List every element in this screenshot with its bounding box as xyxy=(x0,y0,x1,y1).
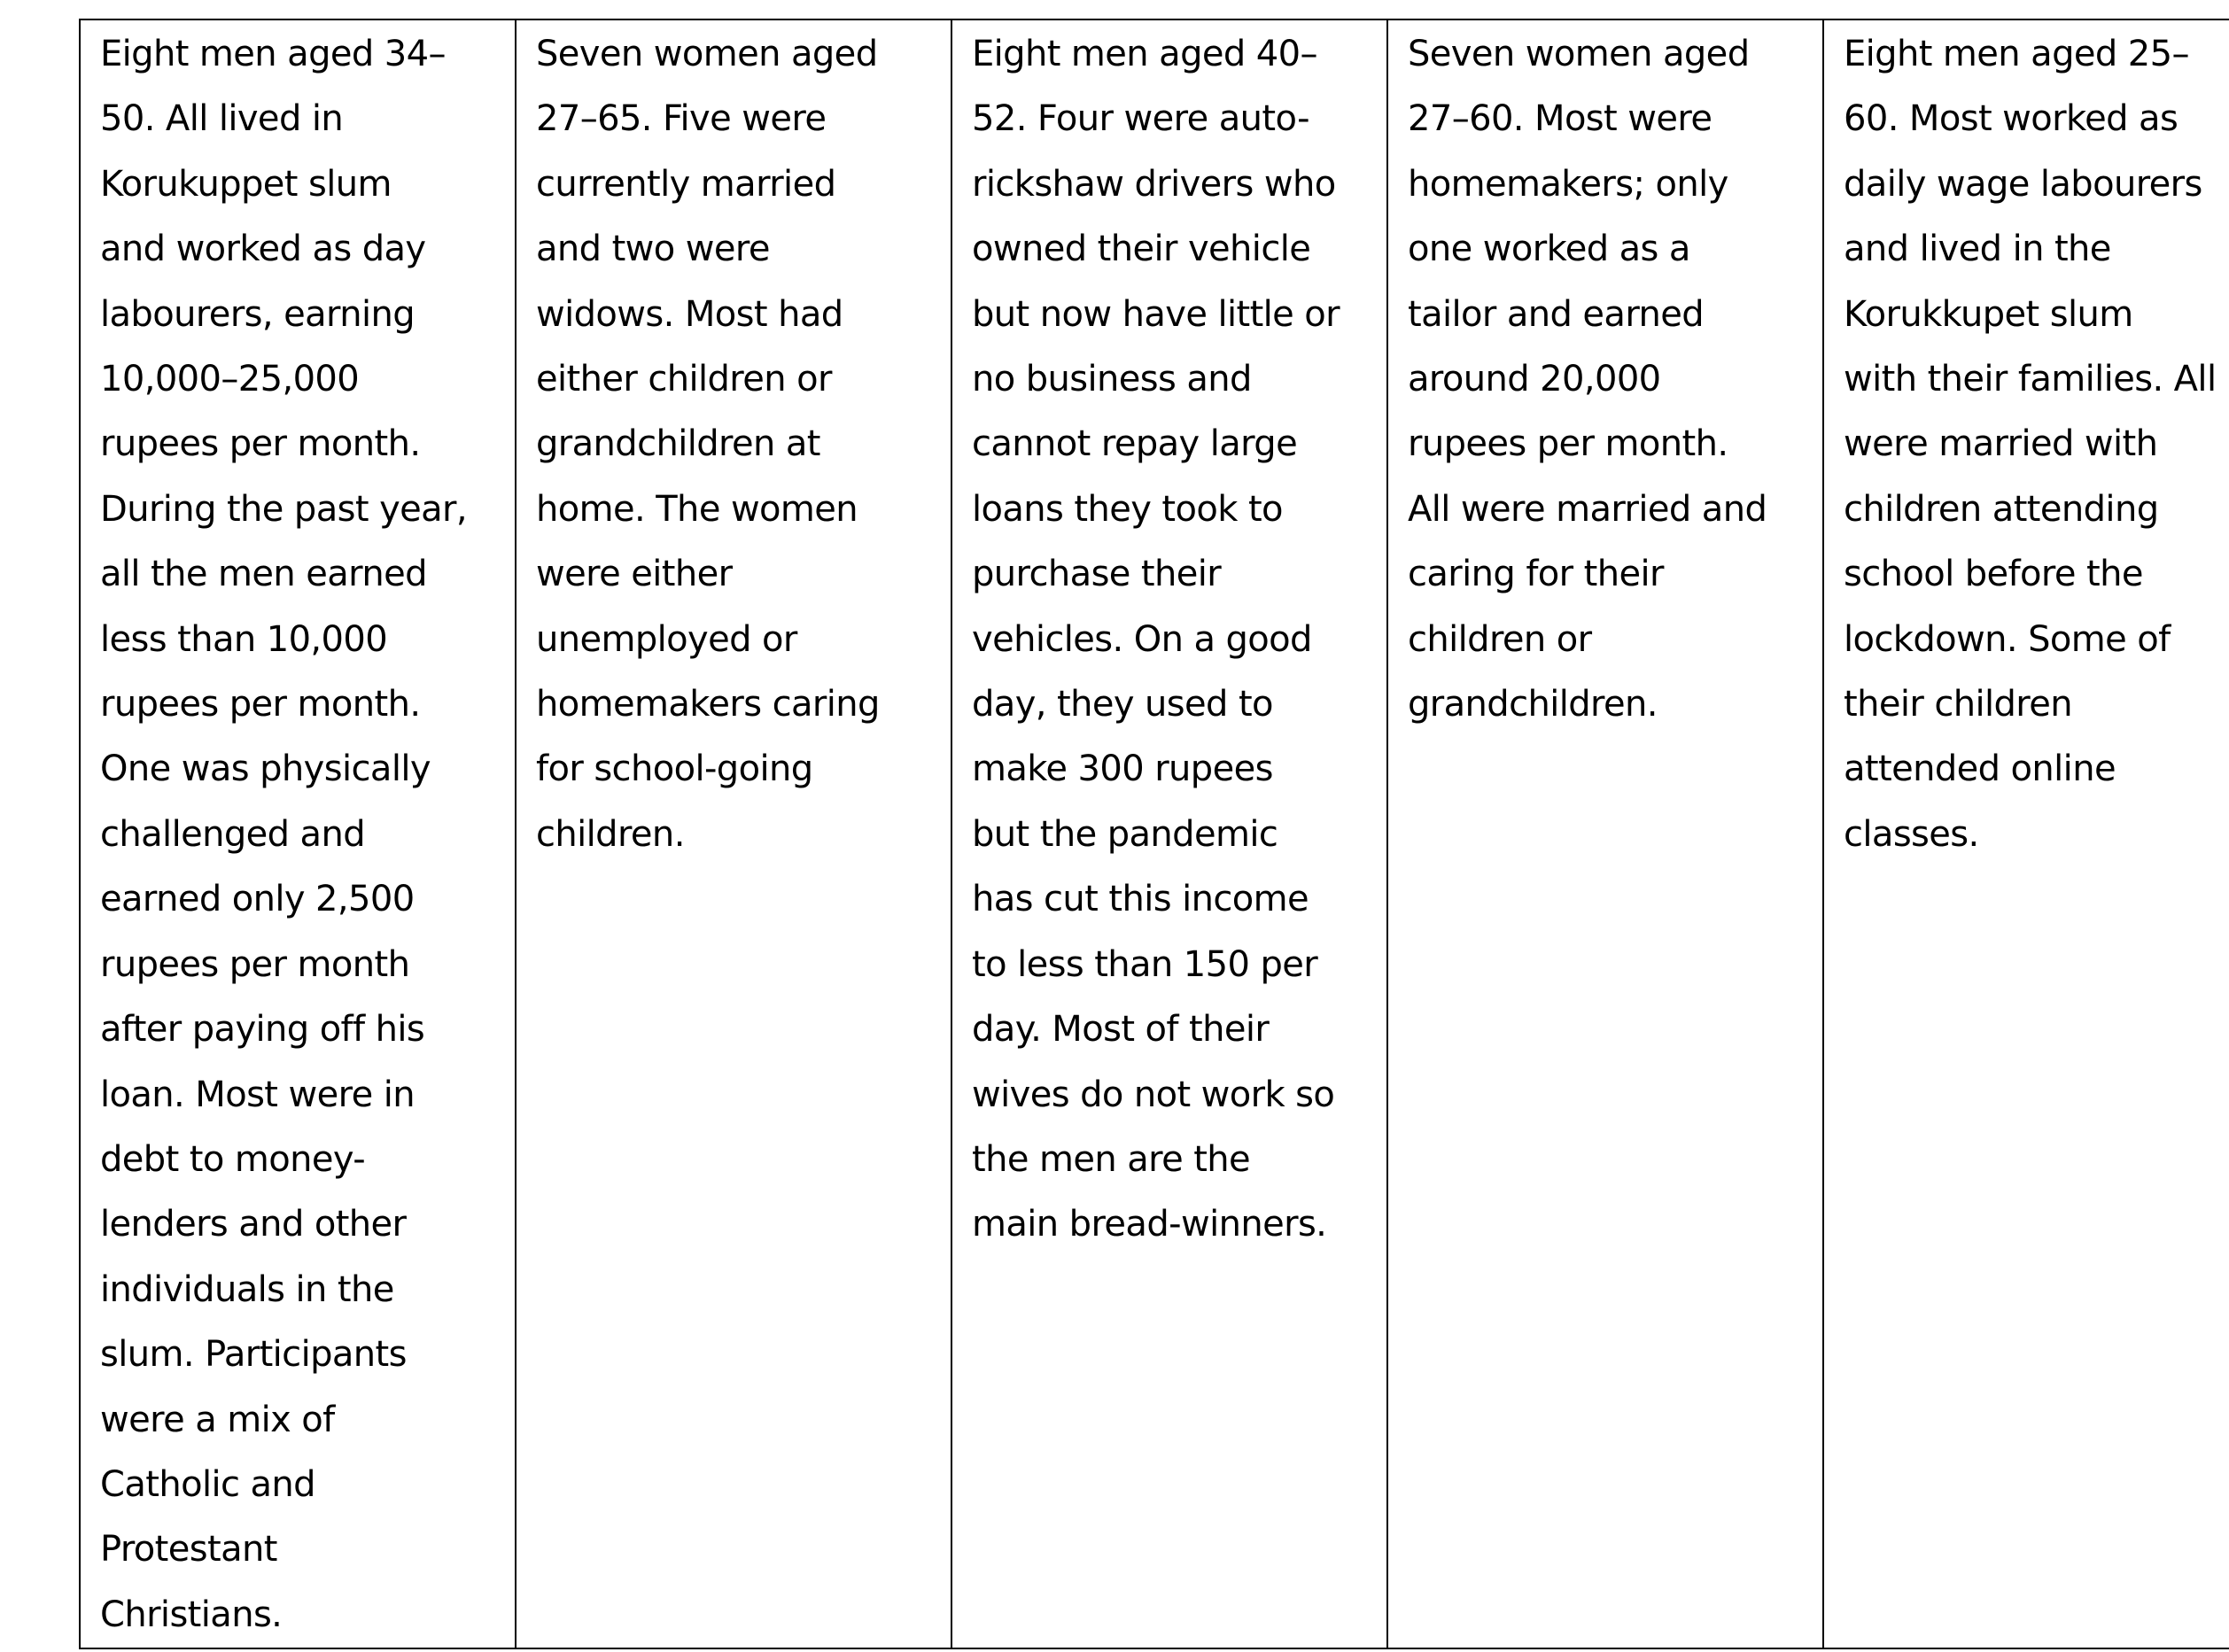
cell-text-line: Seven women aged xyxy=(1408,34,1750,74)
cell-text-line: has cut this income xyxy=(972,879,1309,920)
cell-text-line: after paying off his xyxy=(100,1009,425,1051)
cell-text-line: and lived in the xyxy=(1844,229,2111,270)
cell-text-line: main bread-winners. xyxy=(972,1204,1327,1245)
table-cell-col-4 xyxy=(1387,19,1823,1648)
cell-text-line: were married with xyxy=(1844,423,2158,465)
cell-text-line: their children xyxy=(1844,684,2073,725)
cell-text-line: 27–65. Five were xyxy=(536,98,827,140)
cell-text-line: grandchildren. xyxy=(1408,684,1658,725)
cell-text-line: rickshaw drivers who xyxy=(972,163,1336,205)
cell-text-line: homemakers; only xyxy=(1408,163,1728,205)
cell-text-line: cannot repay large xyxy=(972,423,1298,465)
cell-text-line: wives do not work so xyxy=(972,1074,1335,1115)
cell-text-line: Protestant xyxy=(100,1529,277,1571)
cell-text-line: 27–60. Most were xyxy=(1408,98,1713,140)
table-cell-col-5 xyxy=(1823,19,2229,1648)
cell-text-line: children. xyxy=(536,813,685,855)
cell-text-line: rupees per month. xyxy=(100,423,421,465)
table-cell-col-1 xyxy=(80,19,516,1648)
cell-text-line: classes. xyxy=(1844,813,1979,855)
cell-text-line: day. Most of their xyxy=(972,1009,1270,1051)
cell-text-line: individuals in the xyxy=(100,1268,394,1310)
cell-text-line: home. The women xyxy=(536,488,858,530)
cell-text-line: challenged and xyxy=(100,813,366,855)
participant-profiles-table xyxy=(79,19,2229,1649)
cell-text-line: and worked as day xyxy=(100,229,426,270)
cell-text-line: During the past year, xyxy=(100,488,468,530)
cell-text-line: Seven women aged xyxy=(536,34,878,74)
cell-text-line: daily wage labourers xyxy=(1844,163,2202,205)
cell-text-line: day, they used to xyxy=(972,684,1273,725)
cell-text-line: 60. Most worked as xyxy=(1844,98,2179,140)
cell-text-line: no business and xyxy=(972,359,1252,400)
cell-text-line: were a mix of xyxy=(100,1399,335,1440)
cell-text-line: owned their vehicle xyxy=(972,229,1311,270)
cell-text-line: homemakers caring xyxy=(536,684,880,725)
cell-text-line: less than 10,000 xyxy=(100,618,388,660)
cell-text-line: unemployed or xyxy=(536,618,797,660)
cell-text-line: tailor and earned xyxy=(1408,293,1705,335)
cell-text-line: attended online xyxy=(1844,748,2116,790)
cell-text-line: loan. Most were in xyxy=(100,1074,415,1115)
cell-text-line: vehicles. On a good xyxy=(972,618,1312,660)
cell-text-line: widows. Most had xyxy=(536,293,843,335)
cell-text-line: for school-going xyxy=(536,748,813,790)
cell-text-line: grandchildren at xyxy=(536,423,820,465)
cell-text-line: Eight men aged 34– xyxy=(100,34,446,74)
cell-text-line: the men are the xyxy=(972,1138,1251,1180)
table-cell-col-3 xyxy=(951,19,1387,1648)
cell-text-line: children attending xyxy=(1844,488,2159,530)
cell-text-line: All were married and xyxy=(1408,488,1767,530)
cell-text-line: slum. Participants xyxy=(100,1334,407,1376)
cell-text-line: all the men earned xyxy=(100,554,427,595)
cell-text-line: Eight men aged 25– xyxy=(1844,34,2189,74)
table-row xyxy=(80,19,2229,1648)
cell-text-line: One was physically xyxy=(100,748,431,790)
cell-text-line: make 300 rupees xyxy=(972,748,1273,790)
cell-text-line: purchase their xyxy=(972,554,1222,595)
cell-text-line: but the pandemic xyxy=(972,813,1278,855)
cell-text-line: debt to money- xyxy=(100,1138,366,1180)
cell-text-line: around 20,000 xyxy=(1408,359,1661,400)
cell-text-line: lenders and other xyxy=(100,1204,407,1245)
cell-text-line: to less than 150 per xyxy=(972,943,1318,985)
cell-text-line: with their families. All xyxy=(1844,359,2217,400)
cell-text-line: currently married xyxy=(536,163,836,205)
cell-text-line: either children or xyxy=(536,359,832,400)
cell-text-line: earned only 2,500 xyxy=(100,879,415,920)
cell-text-line: Eight men aged 40– xyxy=(972,34,1317,74)
cell-text-line: lockdown. Some of xyxy=(1844,618,2171,660)
cell-text-line: loans they took to xyxy=(972,488,1283,530)
cell-text-line: school before the xyxy=(1844,554,2143,595)
cell-text-line: 52. Four were auto- xyxy=(972,98,1309,140)
cell-text-line: one worked as a xyxy=(1408,229,1690,270)
cell-text-line: Christians. xyxy=(100,1594,283,1635)
cell-text-line: caring for their xyxy=(1408,554,1664,595)
cell-text-line: were either xyxy=(536,554,733,595)
cell-text-line: rupees per month xyxy=(100,943,410,985)
cell-text-line: rupees per month. xyxy=(100,684,421,725)
cell-text-line: 50. All lived in xyxy=(100,98,344,140)
cell-text-line: children or xyxy=(1408,618,1592,660)
table-cell-col-2 xyxy=(516,19,951,1648)
cell-text-line: Catholic and xyxy=(100,1463,315,1505)
cell-text-line: Korukuppet slum xyxy=(100,163,392,205)
cell-text-line: 10,000–25,000 xyxy=(100,359,360,400)
cell-text-line: but now have little or xyxy=(972,293,1340,335)
cell-text-line: Korukkupet slum xyxy=(1844,293,2133,335)
cell-text-line: rupees per month. xyxy=(1408,423,1728,465)
cell-text-line: labourers, earning xyxy=(100,293,416,335)
cell-text-line: and two were xyxy=(536,229,770,270)
